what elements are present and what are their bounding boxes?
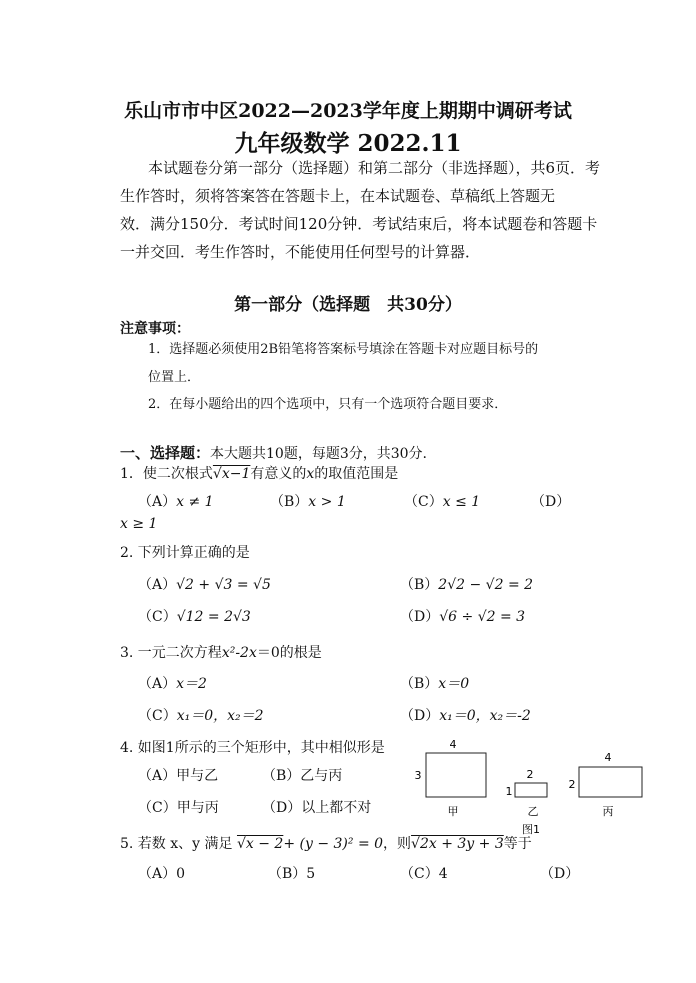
q5-option-c[interactable]: （C）4	[400, 866, 448, 882]
q1-option-d[interactable]: x ≥ 1	[120, 516, 158, 532]
note-1b: 位置上．	[148, 370, 201, 385]
q1-suffix: 的取值范围是	[314, 466, 399, 482]
rect-bing	[579, 767, 642, 797]
q2-option-c[interactable]: （C）√12 = 2√3	[138, 609, 251, 625]
rect-yi-name: 乙	[527, 805, 539, 818]
section1-desc: 本大题共10题，每题3分，共30分.	[210, 446, 428, 462]
q1-prefix: 1．使二次根式	[120, 466, 213, 482]
q3-option-a[interactable]: （A）x＝2	[138, 676, 207, 692]
question-3	[120, 642, 322, 662]
q5-mid: ，则	[383, 836, 412, 852]
q5-cond-rest: + (y − 3)² = 0	[283, 836, 384, 852]
q3-equation: x²-2x	[221, 645, 257, 661]
q1-var: x	[306, 466, 315, 482]
q1-radical: √x−1	[212, 466, 251, 482]
question-2: 2. 下列计算正确的是	[120, 545, 250, 561]
rect-jia	[426, 753, 486, 797]
q3-suffix: ＝0的根是	[256, 645, 322, 661]
q4-option-d[interactable]: （D）以上都不对	[262, 800, 372, 816]
q5-option-a[interactable]: （A）0	[138, 866, 186, 882]
q3-prefix: 3. 一元二次方程	[120, 645, 222, 661]
q5-cond-radical: √x − 2	[236, 836, 284, 852]
rect-yi-height: 1	[505, 785, 513, 798]
intro-line-4: 一并交回．考生作答时，不能使用任何型号的计算器．	[120, 243, 481, 261]
q1-option-b[interactable]: （B）x > 1	[270, 494, 346, 510]
exam-title: 乐山市市中区2022—2023学年度上期期中调研考试	[124, 100, 572, 122]
q5-option-d[interactable]: （D）	[540, 866, 580, 882]
notes-heading: 注意事项：	[120, 321, 190, 337]
q3-option-b[interactable]: （B）x＝0	[400, 676, 470, 692]
q1-option-d-label[interactable]: （D）	[531, 494, 571, 510]
q4-option-b[interactable]: （B）乙与丙	[262, 768, 343, 784]
rect-yi-width: 2	[526, 768, 534, 781]
q5-prefix: 5. 若数 x、y 满足	[120, 836, 233, 852]
q1-mid: 有意义的	[250, 466, 307, 482]
rect-bing-width: 4	[604, 751, 612, 764]
section1-heading	[120, 442, 427, 463]
exam-subtitle: 九年级数学 2022.11	[234, 130, 462, 157]
q2-option-b[interactable]: （B）2√2 − √2 = 2	[400, 577, 534, 593]
q5-option-b[interactable]: （B）5	[268, 866, 316, 882]
q5-target-radical: √2x + 3y + 3	[411, 836, 504, 852]
q5-suffix: 等于	[503, 836, 532, 852]
q2-option-a[interactable]: （A）√2 + √3 = √5	[138, 577, 271, 593]
q1-option-a[interactable]: （A）x ≠ 1	[138, 494, 214, 510]
note-2: 2．在每小题给出的四个选项中，只有一个选项符合题目要求．	[148, 397, 508, 412]
q4-option-a[interactable]: （A）甲与乙	[138, 768, 219, 784]
q2-option-d[interactable]: （D）√6 ÷ √2 = 3	[400, 609, 526, 625]
section1-label: 一、选择题：	[120, 444, 211, 462]
rect-yi	[515, 783, 547, 797]
q1-radicand: x−1	[221, 466, 251, 482]
note-1a: 1．选择题必须使用2B铅笔将答案标号填涂在答题卡对应题目标号的	[148, 342, 539, 357]
part1-title: 第一部分（选择题 共30分）	[234, 295, 462, 315]
rect-bing-height: 2	[568, 778, 576, 791]
rect-jia-width: 4	[449, 738, 457, 751]
question-4: 4. 如图1所示的三个矩形中，其中相似形是	[120, 740, 385, 756]
q3-option-d[interactable]: （D）x₁＝0，x₂＝-2	[400, 708, 531, 724]
question-1	[120, 463, 398, 483]
figure-caption: 图1	[522, 823, 540, 836]
intro-line-2: 生作答时，须将答案答在答题卡上，在本试题卷、草稿纸上答题无	[120, 187, 556, 205]
q1-option-c[interactable]: （C）x ≤ 1	[404, 494, 481, 510]
figure-1	[405, 735, 655, 845]
intro-line-1: 本试题卷分第一部分（选择题）和第二部分（非选择题），共6页．考	[148, 159, 601, 177]
rect-jia-name: 甲	[447, 805, 459, 818]
question-5	[120, 833, 532, 853]
rect-jia-height: 3	[414, 769, 422, 782]
q3-option-c[interactable]: （C）x₁＝0，x₂＝2	[138, 708, 264, 724]
q4-option-c[interactable]: （C）甲与丙	[138, 800, 219, 816]
rect-bing-name: 丙	[602, 805, 614, 818]
intro-line-3: 效．满分150分．考试时间120分钟．考试结束后，将本试题卷和答题卡	[120, 215, 598, 233]
